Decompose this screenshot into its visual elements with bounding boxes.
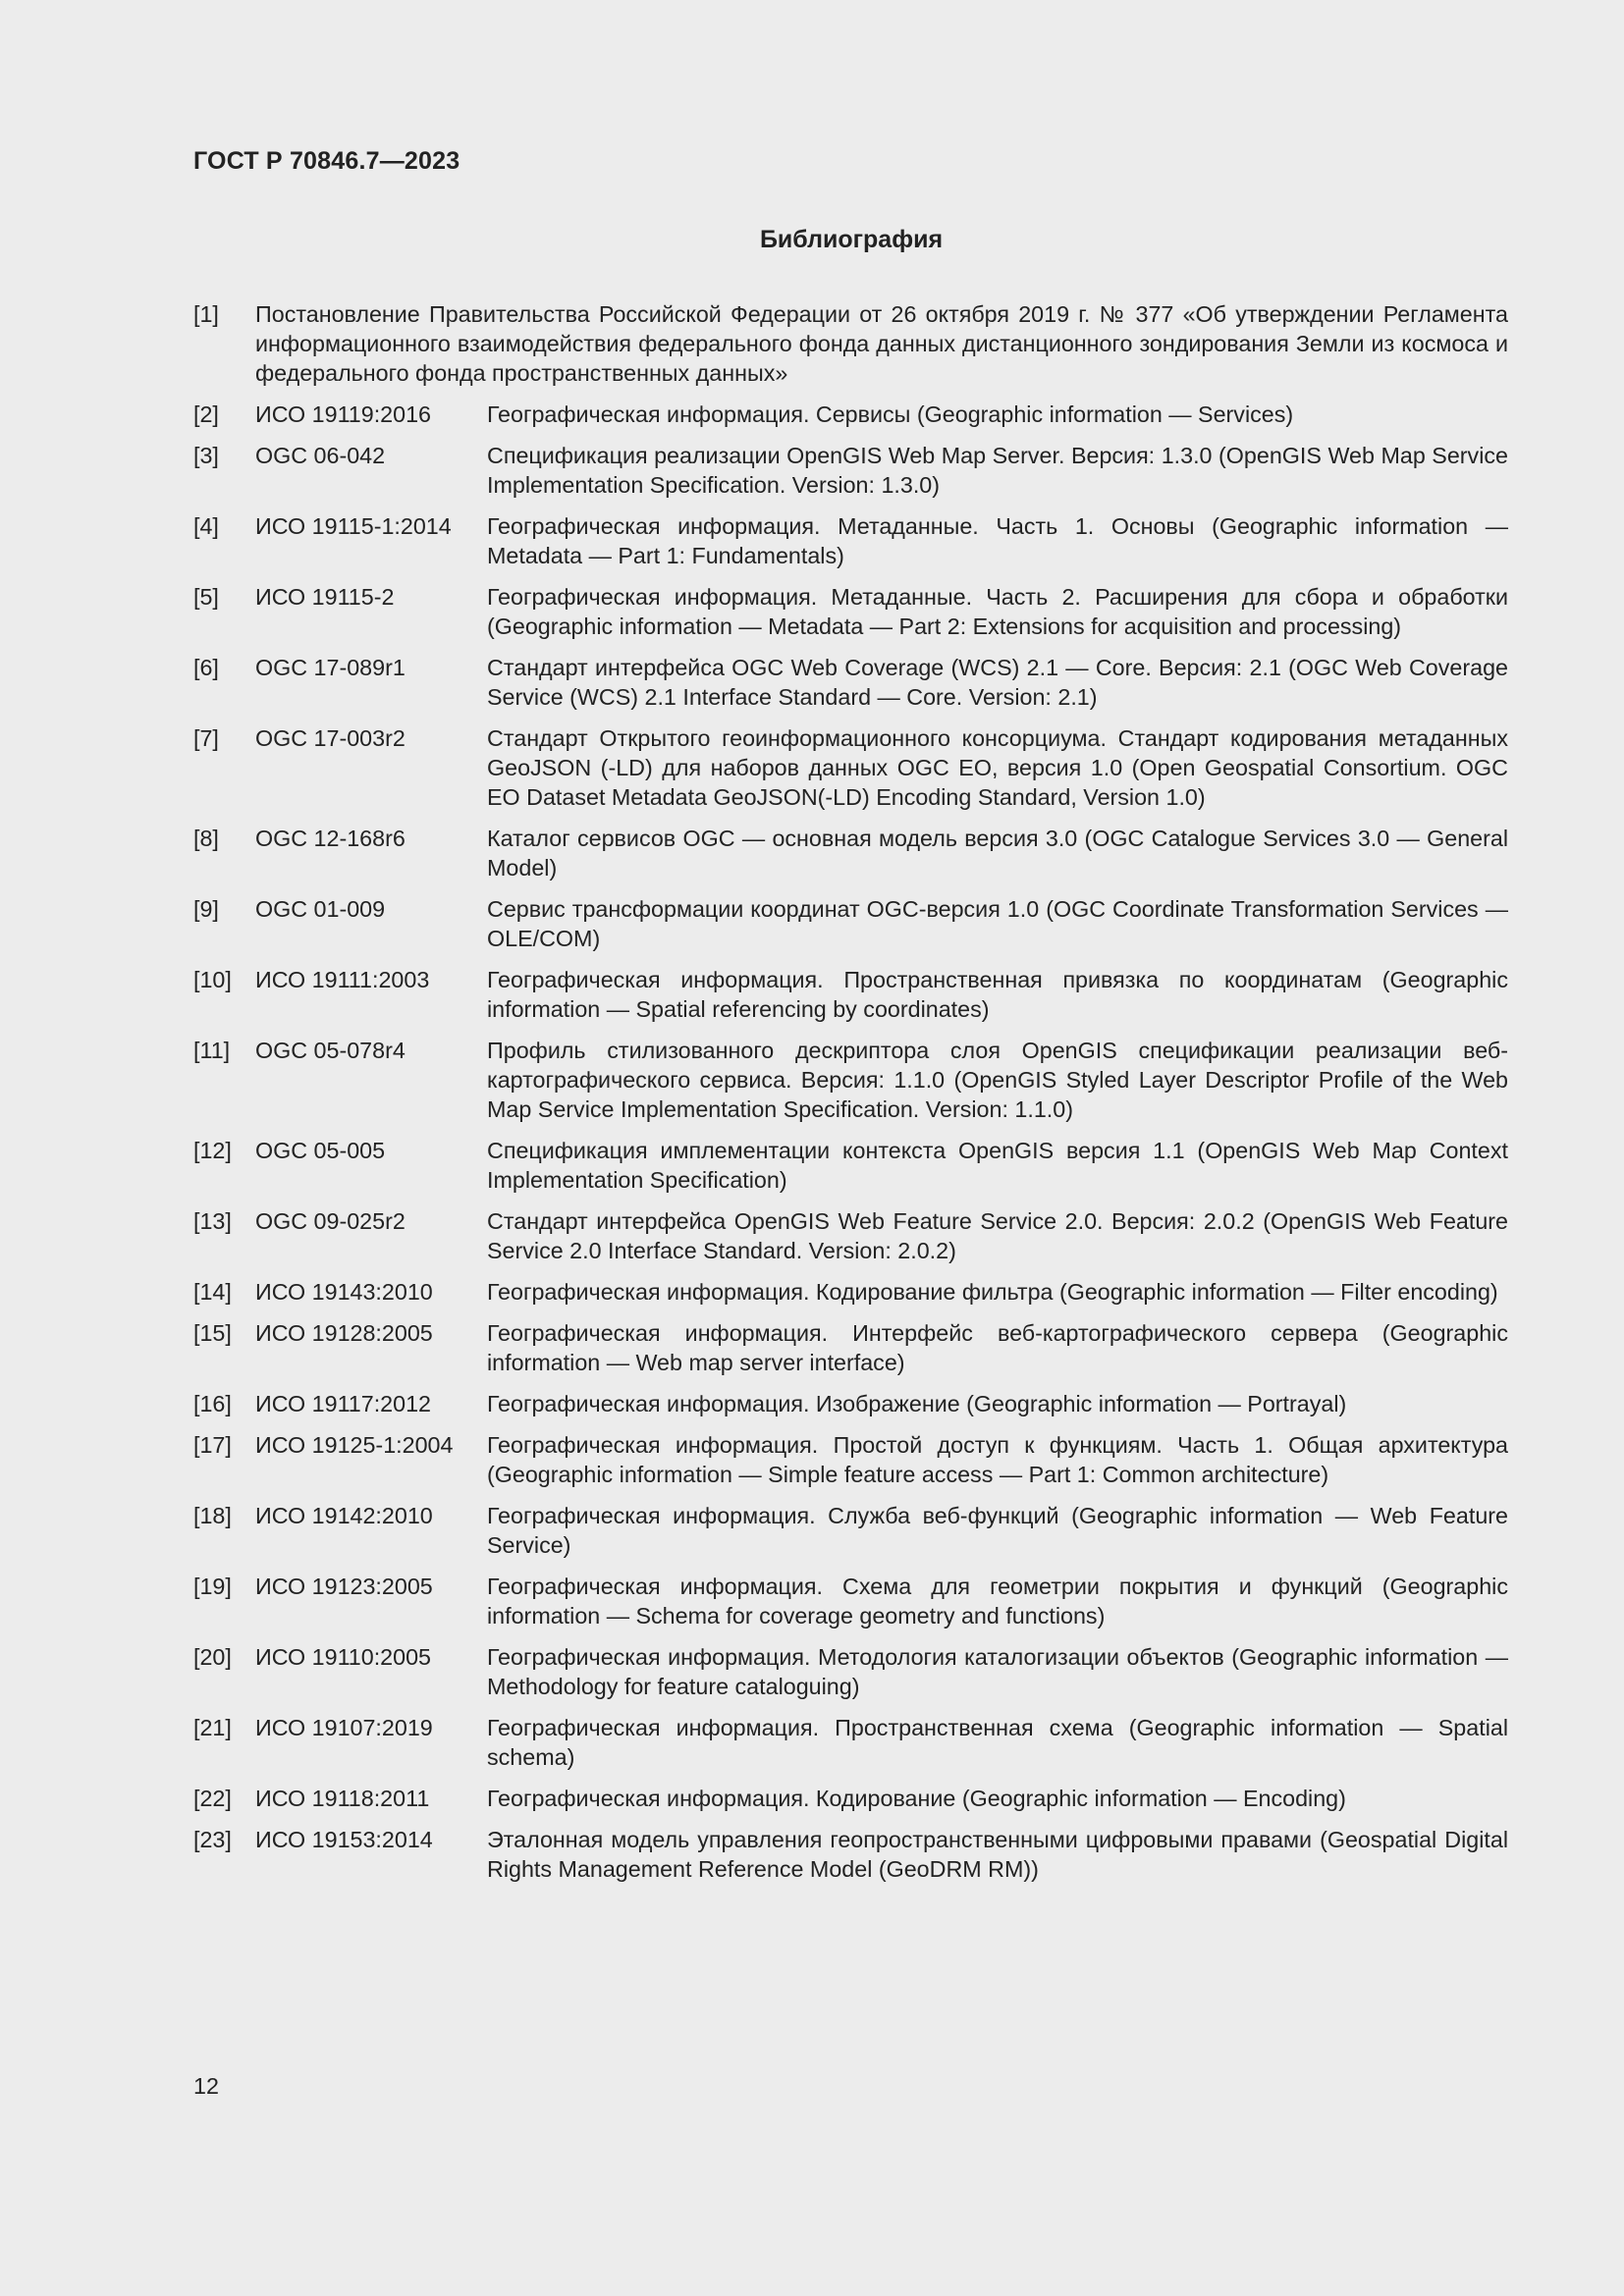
bibliography-entry <box>193 1206 1508 1265</box>
bibliography-entry <box>193 965 1508 1024</box>
entry-description: Географическая информация. Кодирование фильтра (Geographic information — Filter encoding) <box>487 1279 1498 1305</box>
entry-description: Каталог сервисов OGC — основная модель версия 3.0 (OGC Catalogue Services 3.0 — General Model) <box>487 826 1508 881</box>
entry-number: [12] <box>193 1138 232 1163</box>
bibliography-entry <box>193 1277 1508 1307</box>
section-title: Библиография <box>759 226 944 253</box>
entry-standard-code: ИСО 19111:2003 <box>255 967 430 992</box>
bibliography-entry <box>193 1642 1508 1701</box>
entry-number: [7] <box>193 725 219 751</box>
bibliography-entry <box>193 1136 1508 1195</box>
entry-standard-code: ИСО 19115-2 <box>255 584 395 610</box>
bibliography-entry <box>193 723 1508 812</box>
bibliography-entry <box>193 653 1508 712</box>
entry-standard-code: OGC 12-168r6 <box>255 826 406 851</box>
entry-description: Географическая информация. Простой доступ к функциям. Часть 1. Общая архитектура (Geographic information — Simple feature access — Part 1: Common architecture) <box>487 1432 1508 1487</box>
entry-number: [18] <box>193 1503 232 1528</box>
entry-number: [6] <box>193 655 219 680</box>
entry-description: Географическая информация. Схема для геометрии покрытия и функций (Geographic information — Schema for coverage geometry and functions) <box>487 1574 1508 1629</box>
entry-standard-code: ИСО 19107:2019 <box>255 1715 433 1740</box>
document-header: ГОСТ Р 70846.7—2023 <box>193 147 460 175</box>
entry-description: Стандарт Открытого геоинформационного консорциума. Стандарт кодирования метаданных GeoJSON (-LD) для наборов данных OGC EO, версия 1.0 (Open Geospatial Consortium. OGC EO Dataset Metadata GeoJSON(-LD) Encoding Standard, Version 1.0) <box>487 725 1508 810</box>
entry-standard-code: ИСО 19125-1:2004 <box>255 1432 454 1458</box>
entry-description: Спецификация реализации OpenGIS Web Map Server. Версия: 1.3.0 (OpenGIS Web Map Service Implementation Specification. Version: 1.3.0) <box>487 443 1508 498</box>
entry-standard-code: OGC 17-089r1 <box>255 655 406 680</box>
entry-description: Стандарт интерфейса OGC Web Coverage (WCS) 2.1 — Core. Версия: 2.1 (OGC Web Coverage Service (WCS) 2.1 Interface Standard — Core. Version: 2.1) <box>487 655 1508 710</box>
bibliography-entry <box>193 824 1508 882</box>
bibliography-entry <box>193 400 1508 429</box>
bibliography-entry <box>193 299 1508 388</box>
entry-standard-code: ИСО 19128:2005 <box>255 1320 433 1346</box>
entry-number: [22] <box>193 1786 232 1811</box>
entry-number: [23] <box>193 1827 232 1852</box>
entry-description: Эталонная модель управления геопространственными цифровыми правами (Geospatial Digital Rights Management Reference Model (GeoDRM RM)) <box>487 1827 1508 1882</box>
entry-standard-code: ИСО 19142:2010 <box>255 1503 433 1528</box>
bibliography-entry <box>193 1572 1508 1630</box>
entry-standard-code: OGC 05-005 <box>255 1138 386 1163</box>
entry-standard-code: OGC 06-042 <box>255 443 386 468</box>
bibliography-entry <box>193 1389 1508 1418</box>
bibliography-entry <box>193 441 1508 500</box>
bibliography-entry <box>193 1430 1508 1489</box>
entry-standard-code: OGC 09-025r2 <box>255 1208 406 1234</box>
entry-description: Географическая информация. Метаданные. Часть 1. Основы (Geographic information — Metadata — Part 1: Fundamentals) <box>487 513 1508 568</box>
entry-description: Сервис трансформации координат OGC-версия 1.0 (OGC Coordinate Transformation Services — OLE/COM) <box>487 896 1508 951</box>
entry-number: [20] <box>193 1644 232 1670</box>
entry-standard-code: ИСО 19110:2005 <box>255 1644 432 1670</box>
entry-standard-code: OGC 01-009 <box>255 896 386 922</box>
entry-description: Географическая информация. Методология каталогизации объектов (Geographic information — Methodology for feature cataloguing) <box>487 1644 1508 1699</box>
page-number: 12 <box>193 2073 219 2099</box>
entry-standard-code: OGC 05-078r4 <box>255 1038 406 1063</box>
entry-number: [16] <box>193 1391 232 1416</box>
entry-number: [13] <box>193 1208 232 1234</box>
bibliography-entry <box>193 1501 1508 1560</box>
bibliography-entry <box>193 1784 1508 1813</box>
entry-number: [10] <box>193 967 232 992</box>
entry-description: Стандарт интерфейса OpenGIS Web Feature Service 2.0. Версия: 2.0.2 (OpenGIS Web Feature Service 2.0 Interface Standard. Version: 2.0.2) <box>487 1208 1508 1263</box>
bibliography-entry <box>193 894 1508 953</box>
entry-standard-code: ИСО 19119:2016 <box>255 401 432 427</box>
entry-number: [2] <box>193 401 219 427</box>
entry-standard-code: ИСО 19153:2014 <box>255 1827 433 1852</box>
entry-number: [11] <box>193 1038 231 1063</box>
entry-number: [4] <box>193 513 219 539</box>
entry-number: [9] <box>193 896 219 922</box>
entry-standard-code: ИСО 19115-1:2014 <box>255 513 452 539</box>
bibliography-entry <box>193 1318 1508 1377</box>
entry-description: Профиль стилизованного дескриптора слоя OpenGIS спецификации реализации веб-картографического сервиса. Версия: 1.1.0 (OpenGIS Styled Layer Descriptor Profile of the Web Map Service Implementation Specification. Version: 1.1.0) <box>487 1038 1508 1122</box>
entry-number: [17] <box>193 1432 232 1458</box>
bibliography-entry <box>193 582 1508 641</box>
bibliography-entry <box>193 1713 1508 1772</box>
entry-number: [3] <box>193 443 219 468</box>
entry-number: [5] <box>193 584 219 610</box>
entry-description: Географическая информация. Интерфейс веб-картографического сервера (Geographic information — Web map server interface) <box>487 1320 1508 1375</box>
entry-description: Географическая информация. Пространственная схема (Geographic information — Spatial schema) <box>487 1715 1508 1770</box>
entry-standard-code: ИСО 19143:2010 <box>255 1279 433 1305</box>
entry-number: [19] <box>193 1574 232 1599</box>
entry-description: Спецификация имплементации контекста OpenGIS версия 1.1 (OpenGIS Web Map Context Implementation Specification) <box>487 1138 1508 1193</box>
entry-number: [1] <box>193 301 219 327</box>
bibliography-entry <box>193 511 1508 570</box>
entry-description: Географическая информация. Изображение (Geographic information — Portrayal) <box>487 1391 1347 1416</box>
entry-standard-code: ИСО 19118:2011 <box>255 1786 430 1811</box>
entry-standard-code: OGC 17-003r2 <box>255 725 406 751</box>
entry-description: Географическая информация. Кодирование (Geographic information — Encoding) <box>487 1786 1346 1811</box>
entry-number: [8] <box>193 826 219 851</box>
bibliography-list <box>193 299 1508 1896</box>
entry-standard-code: ИСО 19117:2012 <box>255 1391 432 1416</box>
entry-number: [14] <box>193 1279 232 1305</box>
entry-description: Географическая информация. Метаданные. Часть 2. Расширения для сбора и обработки (Geographic information — Metadata — Part 2: Extensions for acquisition and processing) <box>487 584 1508 639</box>
entry-description: Географическая информация. Служба веб-функций (Geographic information — Web Feature Service) <box>487 1503 1508 1558</box>
entry-number: [21] <box>193 1715 232 1740</box>
entry-description: Постановление Правительства Российской Федерации от 26 октября 2019 г. № 377 «Об утверждении Регламента информационного взаимодействия федерального фонда данных дистанционного зондирования Земли из космоса и федерального фонда пространственных данных» <box>255 301 1508 386</box>
bibliography-entry <box>193 1825 1508 1884</box>
entry-description: Географическая информация. Сервисы (Geographic information — Services) <box>487 401 1294 427</box>
entry-description: Географическая информация. Пространственная привязка по координатам (Geographic information — Spatial referencing by coordinates) <box>487 967 1508 1022</box>
bibliography-entry <box>193 1036 1508 1124</box>
entry-number: [15] <box>193 1320 232 1346</box>
entry-standard-code: ИСО 19123:2005 <box>255 1574 433 1599</box>
